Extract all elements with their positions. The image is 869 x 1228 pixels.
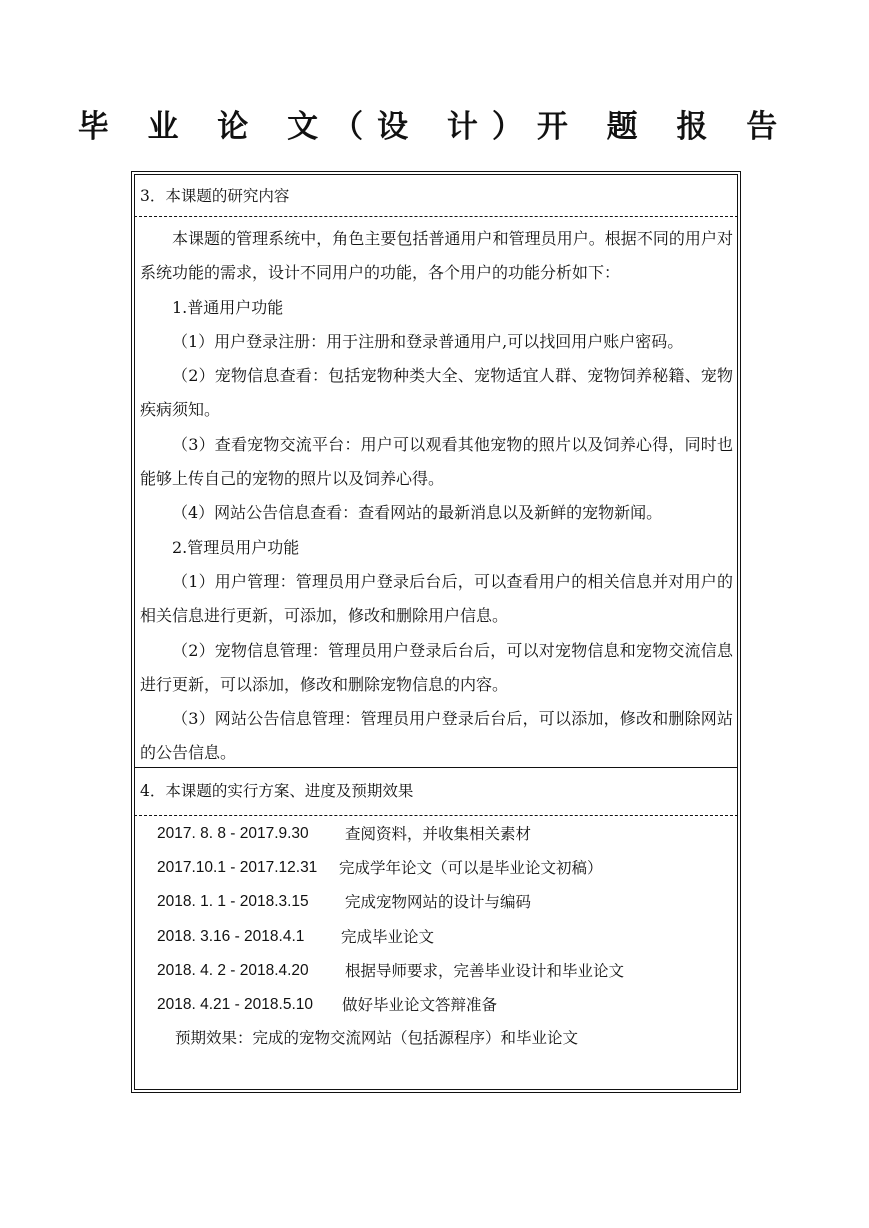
section3-body: [140, 222, 733, 771]
expected-result: 预期效果：完成的宠物交流网站（包括源程序）和毕业论文: [175, 1029, 579, 1047]
section4-heading: 4．本课题的实行方案、进度及预期效果: [140, 782, 414, 800]
schedule-range: 2018. 4. 2 - 2018.4.20: [157, 961, 309, 979]
schedule-range: 2017. 8. 8 - 2017.9.30: [157, 825, 309, 842]
schedule-row: [157, 988, 624, 1022]
schedule-list: [157, 817, 624, 1022]
section3-paragraph: （1）用户登录注册：用于注册和登录普通用户,可以找回用户账户密码。: [172, 331, 684, 351]
section4-dashed-divider: [134, 815, 738, 816]
section3-paragraph: （1）用户管理：管理员用户登录后台后，可以查看用户的相关信息并对用户的相关信息进行更新，可添加，修改和删除用户信息。: [140, 571, 733, 626]
section3-paragraph: （3）查看宠物交流平台：用户可以观看其他宠物的照片以及饲养心得，同时也能够上传自己的宠物的照片以及饲养心得。: [140, 434, 733, 489]
schedule-row: [157, 885, 624, 919]
section3-paragraph: 1.普通用户功能: [172, 297, 284, 317]
section-divider: [134, 767, 738, 768]
schedule-row: [157, 851, 624, 885]
schedule-task: 完成毕业论文: [341, 927, 435, 946]
page-title: 毕 业 论 文（设 计）开 题 报 告: [77, 109, 792, 145]
schedule-task: 做好毕业论文答辩准备: [342, 996, 498, 1015]
schedule-task: 完成学年论文（可以是毕业论文初稿）: [339, 859, 603, 878]
schedule-range: 2018. 1. 1 - 2018.3.15: [157, 893, 309, 911]
section3-paragraph: 本课题的管理系统中，角色主要包括普通用户和管理员用户。根据不同的用户对系统功能的需求，设计不同用户的功能，各个用户的功能分析如下：: [140, 229, 733, 283]
schedule-task: 查阅资料，并收集相关素材: [345, 825, 532, 843]
section3-paragraph: （2）宠物信息查看：包括宠物种类大全、宠物适宜人群、宠物饲养秘籍、宠物疾病须知。: [140, 366, 733, 420]
schedule-row: [157, 954, 624, 988]
schedule-task: 根据导师要求，完善毕业设计和毕业论文: [345, 961, 625, 980]
schedule-task: 完成宠物网站的设计与编码: [345, 893, 532, 912]
section3-paragraph: （3）网站公告信息管理：管理员用户登录后台后，可以添加，修改和删除网站的公告信息。: [140, 709, 733, 763]
schedule-range: 2017.10.1 - 2017.12.31: [157, 859, 318, 877]
section3-heading: 3．本课题的研究内容: [140, 187, 290, 205]
schedule-range: 2018. 3.16 - 2018.4.1: [157, 927, 305, 945]
section3-paragraph: （2）宠物信息管理：管理员用户登录后台后，可以对宠物信息和宠物交流信息进行更新，可以添加，修改和删除宠物信息的内容。: [140, 640, 733, 694]
section3-paragraph: （4）网站公告信息查看：查看网站的最新消息以及新鲜的宠物新闻。: [172, 503, 663, 523]
schedule-range: 2018. 4.21 - 2018.5.10: [157, 996, 313, 1014]
section3-dashed-divider: [134, 216, 738, 217]
section3-paragraph: 2.管理员用户功能: [172, 537, 300, 557]
schedule-row: [157, 817, 624, 851]
schedule-row: [157, 920, 624, 954]
